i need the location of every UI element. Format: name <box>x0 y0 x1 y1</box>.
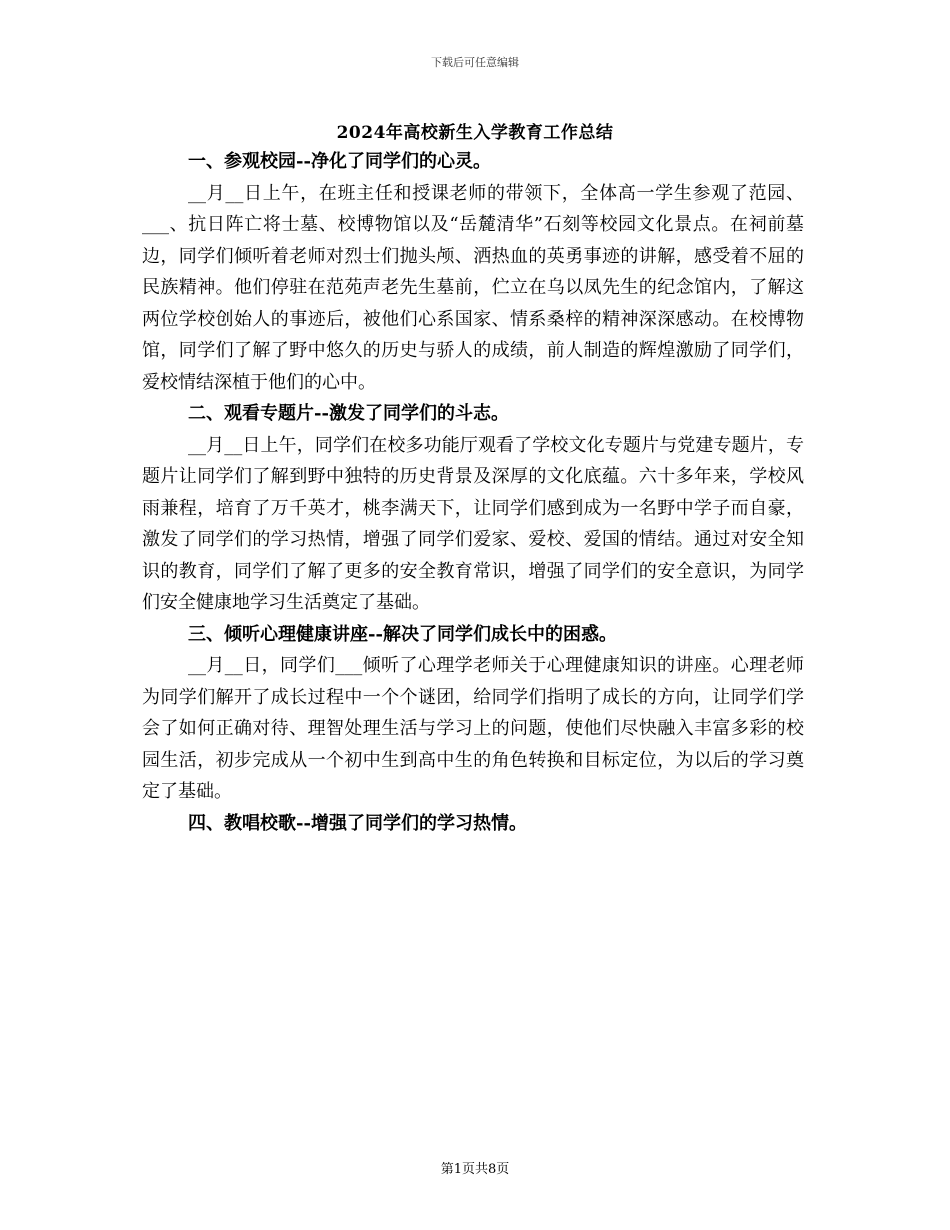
section-2-heading: 二、观看专题片--激发了同学们的斗志。 <box>188 403 509 424</box>
page-number-footer: 第1页共8页 <box>440 1162 510 1177</box>
section-1-paragraph: __月__日上午，在班主任和授课老师的带领下，全体高一学生参观了范园、___、抗日阵亡将士墓、校博物馆以及“岳麓清华”石刻等校园文化景点。在祠前墓边，同学们倾听着老师对烈士们抛头颅、洒热血的英勇事迹的讲解，感受着不屈的民族精神。他们停驻在范苑声老先生墓前，伫立在乌以凤先生的纪念馆内，了解这两位学校创始人的事迹后，被他们心系国家、情系桑梓的精神深深感动。在校博物馆，同学们了解了野中悠久的历史与骄人的成绩，前人制造的辉煌激励了同学们，爱校情结深植于他们的心中。 <box>142 182 804 393</box>
document-title: 2024年高校新生入学教育工作总结 <box>336 123 614 143</box>
section-1-heading: 一、参观校园--净化了同学们的心灵。 <box>188 151 491 172</box>
section-4-heading: 四、教唱校歌--增强了同学们的学习热情。 <box>188 812 527 834</box>
document-body <box>142 146 804 839</box>
section-2-paragraph: __月__日上午，同学们在校多功能厅观看了学校文化专题片与党建专题片，专题片让同学们了解到野中独特的历史背景及深厚的文化底蕴。六十多年来，学校风雨兼程，培育了万千英才，桃李满天下，让同学们感到成为一名野中学子而自豪，激发了同学们的学习热情，增强了同学们爱家、爱校、爱国的情结。通过对安全知识的教育，同学们了解了更多的安全教育常识，增强了同学们的安全意识，为同学们安全健康地学习生活奠定了基础。 <box>142 434 804 613</box>
header-note: 下载后可任意编辑 <box>431 56 519 69</box>
section-3-paragraph: __月__日，同学们___倾听了心理学老师关于心理健康知识的讲座。心理老师为同学们解开了成长过程中一个个谜团，给同学们指明了成长的方向，让同学们学会了如何正确对待、理智处理生活与学习上的问题，使他们尽快融入丰富多彩的校园生活，初步完成从一个初中生到高中生的角色转换和目标定位，为以后的学习奠定了基础。 <box>142 655 804 802</box>
section-3-heading: 三、倾听心理健康讲座--解决了同学们成长中的困惑。 <box>188 623 617 645</box>
